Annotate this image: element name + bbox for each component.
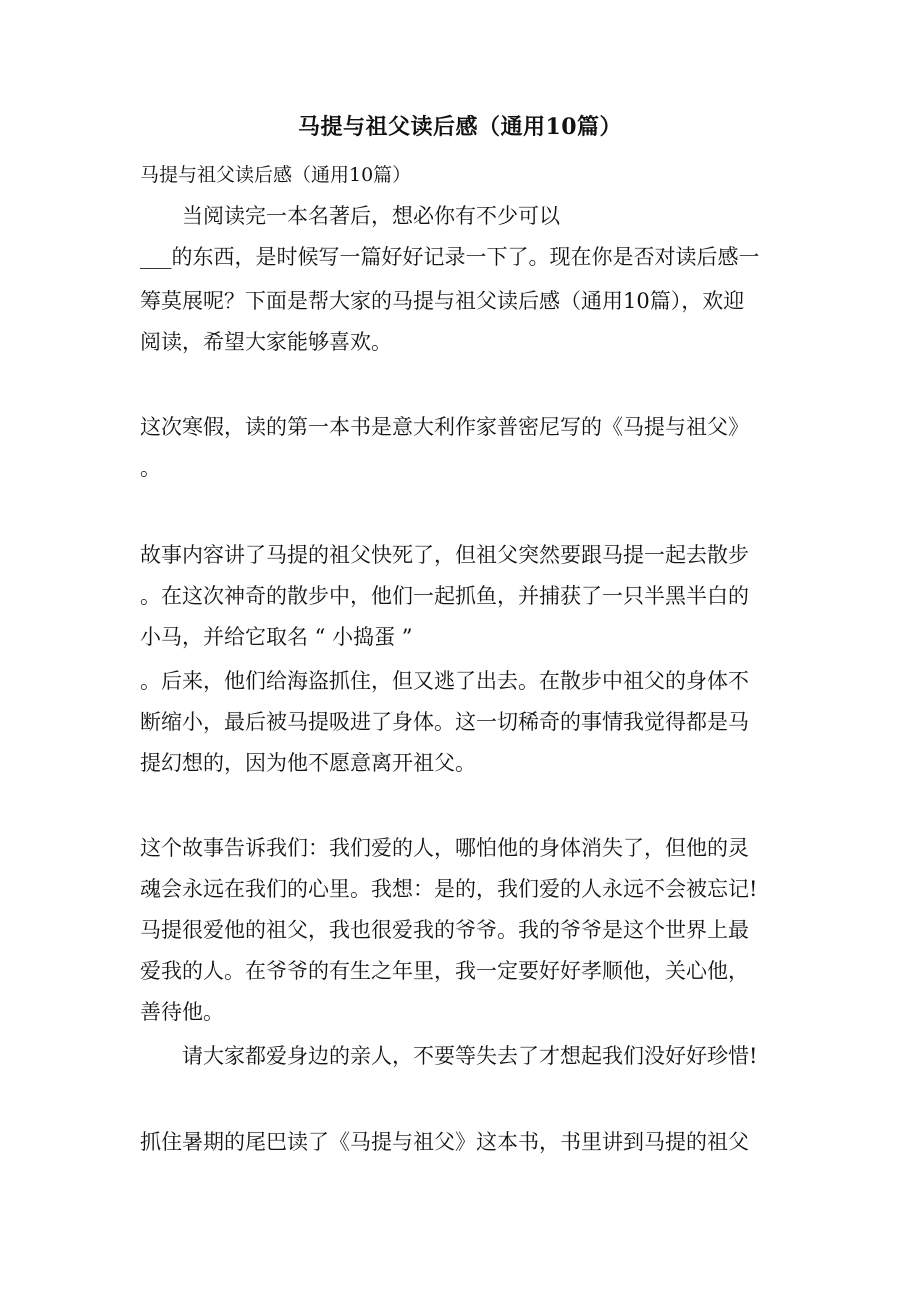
essay-1-paragraph-2-line-5: 断缩小，最后被马提吸进了身体。这一切稀奇的事情我觉得都是马	[140, 710, 749, 734]
essay-1-line-2: 。	[140, 456, 161, 480]
intro-line-2: ___的东西，是时候写一篇好好记录一下了。现在你是否对读后感一	[140, 245, 760, 269]
essay-1-paragraph-2-line-4: 。后来，他们给海盗抓住，但又逃了出去。在散步中祖父的身体不	[140, 669, 749, 693]
essay-1-closing-line: 请大家都爱身边的亲人，不要等失去了才想起我们没好好珍惜!	[182, 1044, 758, 1068]
document-subtitle: 马提与祖父读后感（通用10篇）	[140, 164, 412, 186]
intro-line-4: 阅读，希望大家能够喜欢。	[140, 330, 392, 354]
essay-1-paragraph-3-line-3: 马提很爱他的祖父，我也很爱我的爷爷。我的爷爷是这个世界上最	[140, 918, 749, 942]
essay-2-line-1: 抓住暑期的尾巴读了《马提与祖父》这本书，书里讲到马提的祖父	[140, 1130, 749, 1154]
essay-1-paragraph-3-line-4: 爱我的人。在爷爷的有生之年里，我一定要好好孝顺他，关心他，	[140, 959, 749, 983]
essay-1-paragraph-3-line-1: 这个故事告诉我们：我们爱的人，哪怕他的身体消失了，但他的灵	[140, 836, 749, 860]
document-title: 马提与祖父读后感（通用10篇）	[297, 114, 623, 140]
intro-line-3: 筹莫展呢？下面是帮大家的马提与祖父读后感（通用10篇），欢迎	[140, 289, 745, 313]
essay-1-paragraph-2-line-2: 。在这次神奇的散步中，他们一起抓鱼，并捕获了一只半黑半白的	[140, 584, 749, 608]
essay-1-paragraph-3-line-2: 魂会永远在我们的心里。我想：是的，我们爱的人永远不会被忘记!	[140, 877, 758, 901]
essay-1-paragraph-2-line-3: 小马，并给它取名 “ 小捣蛋 ”	[140, 625, 413, 649]
essay-1-paragraph-2-line-1: 故事内容讲了马提的祖父快死了，但祖父突然要跟马提一起去散步	[140, 543, 749, 567]
intro-line-1: 当阅读完一本名著后，想必你有不少可以	[182, 204, 560, 228]
essay-1-paragraph-2-line-6: 提幻想的，因为他不愿意离开祖父。	[140, 751, 476, 775]
essay-1-line-1: 这次寒假，读的第一本书是意大利作家普密尼写的《马提与祖父》	[140, 415, 749, 439]
essay-1-paragraph-3-line-5: 善待他。	[140, 1000, 224, 1024]
